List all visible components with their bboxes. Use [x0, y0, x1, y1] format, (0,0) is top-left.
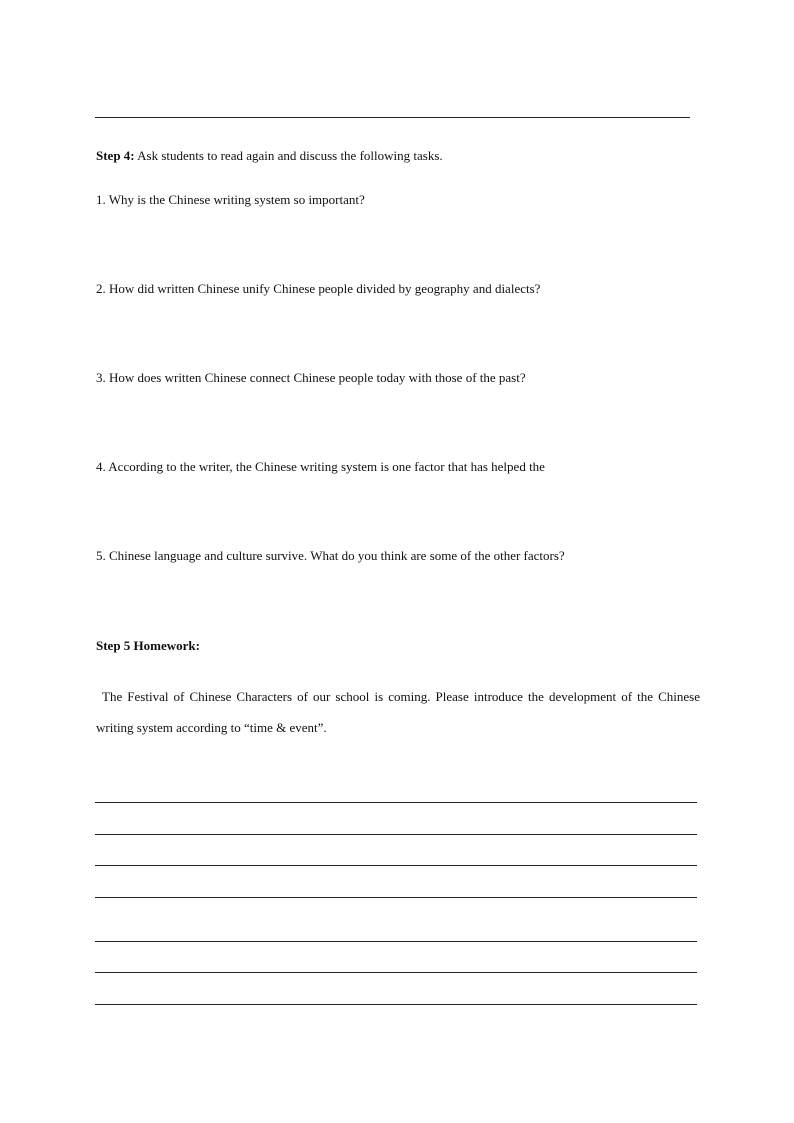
step4-text: Ask students to read again and discuss the following tasks.: [134, 148, 443, 163]
answer-line: [95, 1004, 697, 1005]
question-2: 2. How did written Chinese unify Chinese people divided by geography and dialects?: [96, 281, 541, 296]
homework-paragraph: The Festival of Chinese Characters of our school is coming. Please introduce the development of the Chinese writing system according to “time & event”.: [96, 689, 700, 735]
answer-line: [95, 897, 697, 898]
answer-line: [95, 865, 697, 866]
step5-heading: Step 5 Homework:: [96, 638, 200, 653]
answer-line: [95, 802, 697, 803]
question-1: 1. Why is the Chinese writing system so important?: [96, 192, 365, 207]
step4-label: Step 4:: [96, 148, 135, 163]
question-3: 3. How does written Chinese connect Chinese people today with those of the past?: [96, 370, 526, 385]
answer-line: [95, 941, 697, 942]
question-5: 5. Chinese language and culture survive. What do you think are some of the other factors?: [96, 548, 565, 563]
question-4: 4. According to the writer, the Chinese writing system is one factor that has helped the: [96, 459, 545, 474]
step4-instruction: [96, 148, 443, 164]
top-divider: [95, 117, 690, 118]
answer-line: [95, 834, 697, 835]
answer-line: [95, 972, 697, 973]
